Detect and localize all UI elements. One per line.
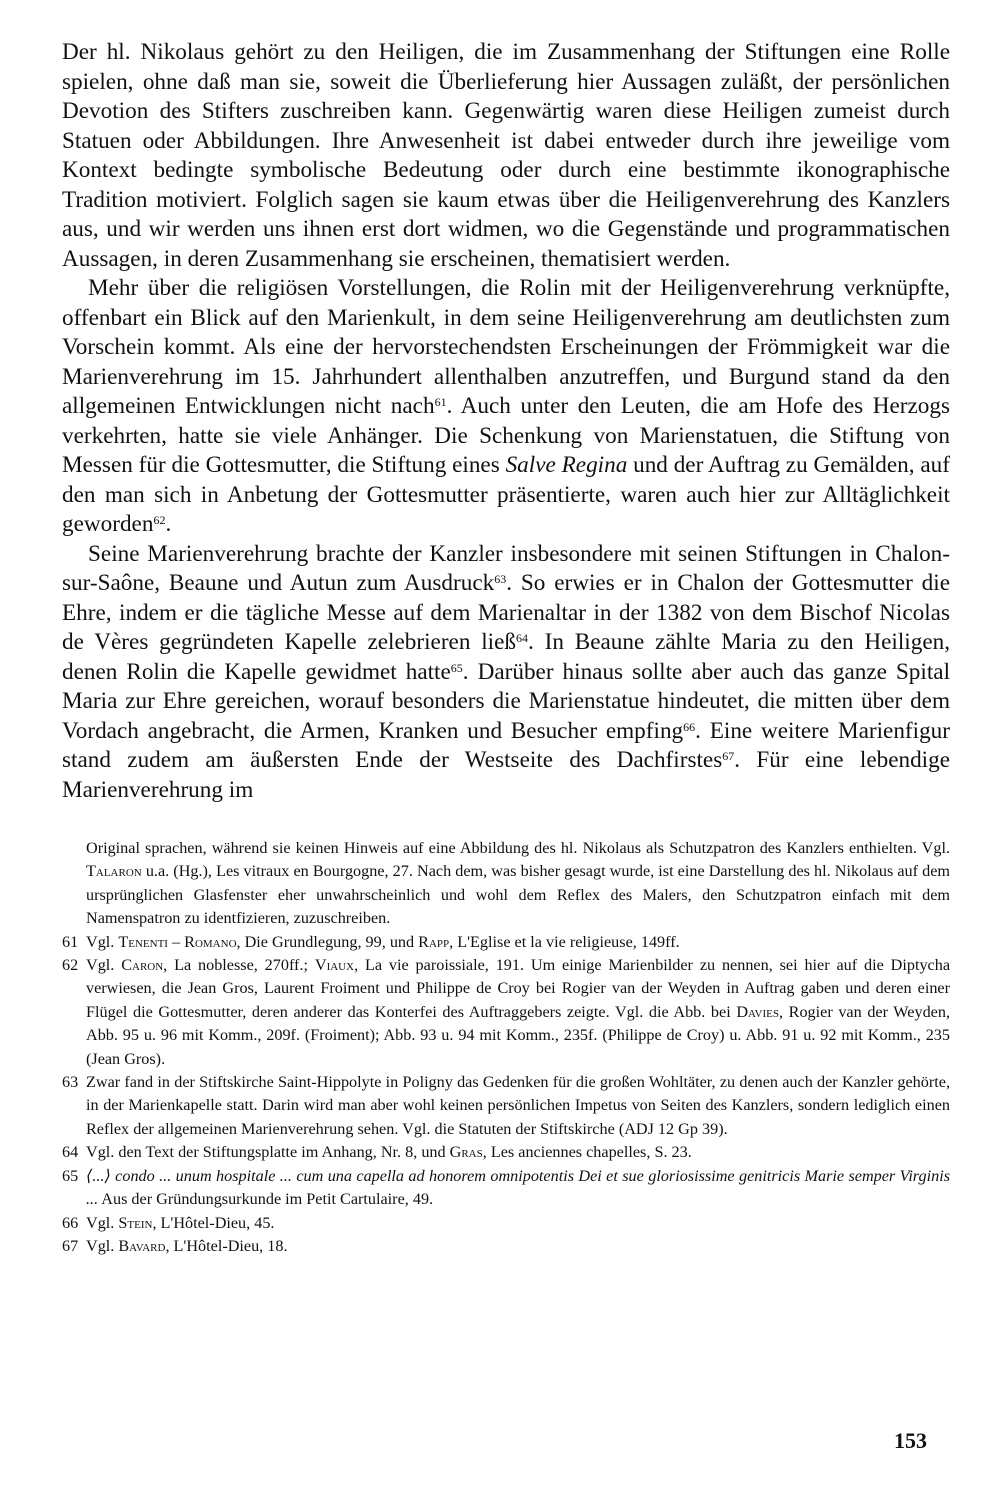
footnote-number: 61 xyxy=(62,932,79,951)
paragraph-2 xyxy=(62,274,950,540)
text-run: Original sprachen, während sie keinen Hinweis auf eine Abbildung des hl. Nikolaus als Schutzpatron des Kanzlers enthielten. Vgl. xyxy=(86,839,950,857)
text-run: , Rogier van der Weyden, Abb. 95 u. 96 mit Komm., 209f. (Froiment); Abb. 93 u. 94 mit Komm., 235f. (Philippe de Croy) u. Abb. 91 u. 92 mit Komm., 235 (Jean Gros). xyxy=(86,1002,950,1068)
footnote-text xyxy=(86,1235,950,1258)
footnote-ref-65[interactable]: 65 xyxy=(450,660,463,675)
footnote-text xyxy=(86,1141,950,1164)
text-run: Vgl. xyxy=(86,1213,119,1232)
footnote-text: Zwar fand in der Stiftskirche Saint-Hippolyte in Poligny das Gedenken für die großen Wohltäter, zu denen auch der Kanzler gehörte, in der Marienkapelle statt. Darin wird man aber wohl keinen persönlichen Impetus von Seiten des Kanzlers, sondern lediglich einen Reflex der allgemeinen Marienverehrung sehen. Vgl. die Statuten der Stiftskirche (ADJ 12 Gp 39). xyxy=(86,1073,950,1138)
author-name: Viaux xyxy=(314,956,355,975)
footnote-67 xyxy=(62,1235,950,1258)
footnote-ref-67[interactable]: 67 xyxy=(722,749,735,763)
text-run: . So erwies er in Chalon der Gottesmutter die Ehre, indem er die tägliche Messe auf dem Marienaltar in der 1382 von dem Bischof Nicolas de Vères gegründeten Kapelle zelebrieren ließ xyxy=(62,570,950,655)
text-run: Mehr über die religiösen Vorstellungen, die Rolin mit der Heiligenverehrung verknüpfte, offenbart ein Blick auf den Marienkult, in dem seine Heiligenverehrung am deutlichsten zum Vorschein kommt. Als eine der hervorstechendsten Erscheinungen der Frömmigkeit war die Marienverehrung im 15. Jahrhundert allenthalben anzutreffen, und Burgund stand da den allgemeinen Entwicklungen nicht nach xyxy=(62,275,950,419)
text-run: . xyxy=(165,511,172,537)
text-run: und der Auftrag zu Gemälden, auf den man sich in Anbetung der Gottesmutter präsentierte, waren auch hier zur Alltäglichkeit geworden xyxy=(62,452,950,537)
footnote-number: 62 xyxy=(62,956,79,975)
text-run: . Für eine lebendige Marienverehrung im xyxy=(62,747,951,803)
footnote-number: 63 xyxy=(62,1073,79,1092)
footnote-text xyxy=(86,1165,950,1212)
text-run: Vgl. xyxy=(86,932,119,951)
footnote-ref-62[interactable]: 62 xyxy=(153,513,166,527)
latin-quote: ⟨...⟩ condo ... unum hospitale ... cum una capella ad honorem omnipotentis Dei et sue gloriosissime genitricis Marie semper Virginis ... xyxy=(86,1166,950,1209)
text-run: Aus der Gründungsurkunde im Petit Cartulaire, 49. xyxy=(98,1190,434,1209)
text-run: u.a. (Hg.), Les vitraux en Bourgogne, 27. Nach dem, was bisher gesagt wurde, ist eine Darstellung des hl. Nikolaus auf dem ursprünglichen Glasfenster eher unwahrscheinlich und wohl dem Reflex des Malers, den Schutzpatron einfach mit dem Namenspatron zu identfizieren, zuzuschreiben. xyxy=(86,862,950,928)
footnote-number: 65 xyxy=(62,1166,79,1185)
author-name: Talaron xyxy=(86,862,142,881)
footnote-61 xyxy=(62,931,950,954)
text-run: . In Beaune zählte Maria zu den Heiligen, denen Rolin die Kapelle gewidmet hatte xyxy=(62,629,951,685)
text-run: , L'Eglise et la vie religieuse, 149ff. xyxy=(449,932,680,951)
italic-title: Salve Regina xyxy=(505,452,628,478)
page-number: 153 xyxy=(894,1428,927,1453)
footnotes xyxy=(62,837,950,1258)
footnote-text xyxy=(86,1212,950,1235)
paragraph-3 xyxy=(62,540,950,806)
text-run: . Eine weitere Marienfigur stand zudem am äußersten Ende der Westseite des Dachfirstes xyxy=(62,717,950,773)
footnote-64 xyxy=(62,1141,950,1164)
footnote-ref-63[interactable]: 63 xyxy=(494,572,507,586)
text-run: Seine Marienverehrung brachte der Kanzler insbesondere mit seinen Stiftungen in Chalon-sur-Saône, Beaune und Autun zum Ausdruck xyxy=(62,540,950,596)
footnote-number: 67 xyxy=(62,1236,79,1255)
author-name: Davies xyxy=(736,1002,779,1021)
footnote-number: 66 xyxy=(62,1213,79,1232)
footnote-62 xyxy=(62,954,950,1071)
footnote-66 xyxy=(62,1212,950,1235)
footnote-63 xyxy=(62,1071,950,1141)
author-name: Bavard xyxy=(118,1236,166,1255)
text-run: , La noblesse, 270ff.; xyxy=(163,956,315,975)
footnote-ref-64[interactable]: 64 xyxy=(516,631,529,645)
text-run: . Auch unter den Leuten, die am Hofe des Herzogs verkehrten, hatte sie viele Anhänger. Die Schenkung von Marienstatuen, die Stiftung von Messen für die Gottesmutter, die Stiftung eines xyxy=(62,393,951,478)
author-name: Stein xyxy=(118,1213,153,1232)
text-run: Vgl. xyxy=(86,956,122,975)
author-name: Gras xyxy=(449,1143,483,1162)
main-text xyxy=(62,38,950,805)
footnote-65 xyxy=(62,1165,950,1212)
text-run: , La vie paroissiale, 191. Um einige Marienbilder zu nennen, sei hier auf die Diptycha verwiesen, die Jean Gros, Laurent Froiment und Philippe de Croy bei Rogier van der Weyden in Auftrag gaben und deren einer Flügel die Gottesmutter, deren anderer das Konterfei des Auftraggebers zeigte. Vgl. die Abb. bei xyxy=(86,956,951,1021)
text-run: , L'Hôtel-Dieu, 45. xyxy=(152,1213,275,1232)
page xyxy=(62,38,950,1258)
footnote-ref-66[interactable]: 66 xyxy=(683,719,696,734)
paragraph-1: Der hl. Nikolaus gehört zu den Heiligen, die im Zusammenhang der Stiftungen eine Rolle spielen, ohne daß man sie, soweit die Überlieferung hier Aussagen zuläßt, der persönlichen Devotion des Stifters zuschreiben kann. Gegenwärtig waren diese Heiligen zumeist durch Statuen oder Abbildungen. Ihre Anwesenheit ist dabei entweder durch ihre jeweilige vom Kontext bedingte symbolische Bedeutung oder durch eine bestimmte ikonographische Tradition motiviert. Folglich sagen sie kaum etwas über die Heiligenverehrung des Kanzlers aus, und wir werden uns ihnen erst dort widmen, wo die Gegenstände und programmatischen Aussagen, in deren Zusammenhang sie erscheinen, thematisiert werden. xyxy=(62,39,950,272)
text-run: Vgl. xyxy=(86,1236,119,1255)
author-name: Tenenti – Romano xyxy=(118,932,237,951)
footnote-ref-61[interactable]: 61 xyxy=(434,395,447,409)
text-run: , Les anciennes chapelles, S. 23. xyxy=(482,1143,692,1162)
text-run: , L'Hôtel-Dieu, 18. xyxy=(165,1236,288,1255)
text-run: Vgl. den Text der Stiftungsplatte im Anhang, Nr. 8, und xyxy=(86,1143,450,1162)
footnote-text xyxy=(86,931,950,954)
footnote-text xyxy=(86,954,950,1071)
footnote-continuation xyxy=(62,837,950,931)
text-run: , Die Grundlegung, 99, und xyxy=(236,932,419,951)
author-name: Caron xyxy=(121,956,164,975)
author-name: Rapp xyxy=(418,932,450,951)
footnote-number: 64 xyxy=(62,1143,79,1162)
text-run: . Darüber hinaus sollte aber auch das ganze Spital Maria zur Ehre gereichen, worauf besonders die Marienstatue hindeutet, die mitten über dem Vordach angebracht, die Armen, Kranken und Besucher empfing xyxy=(62,658,951,744)
